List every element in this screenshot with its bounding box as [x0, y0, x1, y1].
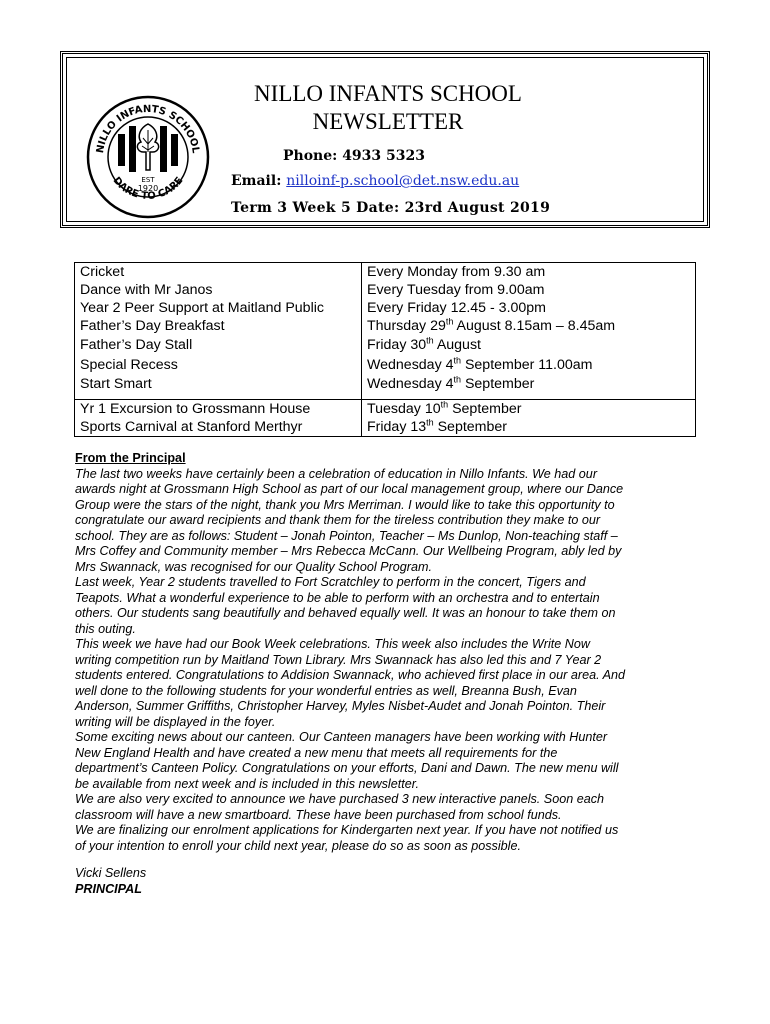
event-name: Father’s Day Stall [80, 337, 193, 353]
paragraph-line: Mrs Swannack, was recognised for our Quality School Program. [75, 559, 432, 574]
paragraph-line: Last week, Year 2 students travelled to Fort Scratchley to perform in the concert, Tigers and [75, 575, 586, 589]
dates-column [362, 263, 696, 400]
event-date: Every Friday 12.45 - 3.00pm [367, 300, 546, 316]
paragraph-line: classroom will have a new smartboard. These have been purchased from school funds. [75, 807, 562, 822]
events-column [75, 263, 362, 400]
event-date: Wednesday 4th September 11.00am [367, 355, 593, 373]
logo-motto-text: DARE TO CARE [110, 175, 186, 203]
paragraph-line: Teapots. What a wonderful experience to be able to perform with an orchestra and to entertain [75, 590, 600, 605]
phone-label: Phone: [283, 148, 338, 164]
event-date: Every Tuesday from 9.00am [367, 282, 545, 298]
paragraph-line: We are also very excited to announce we have purchased 3 new interactive panels. Soon each [75, 792, 605, 806]
logo-stripes [118, 126, 178, 172]
paragraph-line: be available from next week and is included in this newsletter. [75, 776, 419, 791]
event-date: Thursday 29th August 8.15am – 8.45am [367, 316, 616, 334]
tree-icon [137, 124, 158, 170]
event-name: Sports Carnival at Stanford Merthyr [80, 419, 303, 435]
event-date: Friday 30th August [367, 335, 481, 353]
paragraph-line: This week we have had our Book Week celebrations. This week also includes the Write Now [75, 637, 590, 651]
paragraph-line: We are finalizing our enrolment applications for Kindergarten next year. If you have not notified us [75, 823, 619, 837]
event-name: Father’s Day Breakfast [80, 318, 225, 334]
paragraph-line: Group were the stars of the night, thank you Mrs Merriman. I would like to take this opportunity to [75, 497, 615, 512]
email-label: Email: [231, 173, 282, 189]
svg-text:NILLO INFANTS SCHOOL [95, 104, 201, 155]
signature-name: Vicki Sellens [75, 866, 147, 880]
newsletter-title-line1: NILLO INFANTS SCHOOL [254, 81, 522, 106]
paragraph-line: students entered. Congratulations to Addision Swannack, who achieved first place in our area. And [75, 668, 626, 682]
paragraph-line: Anderson, Summer Griffiths, Christopher Harvey, Myles Nisbet-Audet and Jonah Pointon. Their [75, 699, 606, 713]
logo-est: EST [141, 176, 155, 184]
paragraph-line: others. Our students sang beautifully and behaved equally well. It was an honour to take them on [75, 606, 616, 620]
event-name: Special Recess [80, 357, 178, 373]
phone-line [283, 148, 425, 164]
paragraph-line: awards night at Grossmann High School as part of our local management group, where our Dance [75, 482, 624, 496]
principal-section [75, 451, 700, 854]
newsletter-title-line2: NEWSLETTER [312, 109, 464, 134]
paragraph-line: this outing. [75, 621, 136, 636]
signature-role: PRINCIPAL [75, 881, 142, 896]
paragraph-line: writing will be displayed in the foyer. [75, 714, 276, 729]
paragraph-line: of your intention to enroll your child next year, please do so as soon as possible. [75, 838, 521, 853]
email-line [231, 173, 519, 189]
paragraph-line: congratulate our award recipients and thank them for the tireless contribution they make to our [75, 513, 601, 527]
event-name: Cricket [80, 264, 125, 280]
email-link[interactable]: nilloinf-p.school@det.nsw.edu.au [286, 173, 520, 189]
event-name: Start Smart [80, 376, 152, 392]
event-date: Wednesday 4th September [367, 374, 535, 392]
paragraph-line: Some exciting news about our canteen. Our Canteen managers have been working with Hunter [75, 730, 608, 744]
logo-top-text: NILLO INFANTS SCHOOL [95, 103, 201, 155]
event-date: Friday 13th September [367, 417, 507, 435]
paragraph-line: Mrs Coffey and Community member – Mrs Rebecca McCann. Our Wellbeing Program, ably led by [75, 544, 622, 558]
term-date: Term 3 Week 5 Date: 23rd August 2019 [231, 200, 551, 216]
paragraph-line: New England Health and have created a new menu that meets all requirements for the [75, 745, 558, 760]
logo-year: 1920 [137, 184, 159, 193]
events-column [75, 400, 362, 437]
school-crest-logo [85, 94, 211, 220]
table-row [75, 263, 696, 400]
paragraph-line: school. They are as follows: Student – Jonah Pointon, Teacher – Ms Dunlop, Non-teaching staff – [75, 528, 618, 543]
event-date: Every Monday from 9.30 am [367, 264, 546, 280]
event-name: Year 2 Peer Support at Maitland Public [80, 300, 324, 316]
signature-block [75, 866, 146, 897]
paragraph-line: department’s Canteen Policy. Congratulations on your efforts, Dani and Dawn. The new menu will [75, 761, 619, 775]
phone-number: 4933 5323 [342, 148, 425, 164]
section-heading: From the Principal [75, 451, 186, 465]
events-table [74, 262, 696, 437]
event-date: Tuesday 10th September [367, 399, 522, 417]
event-name: Yr 1 Excursion to Grossmann House [80, 401, 311, 417]
paragraph-line: writing competition run by Maitland Town Library. Mrs Swannack has also led this and 7 Year 2 [75, 652, 602, 667]
svg-text:DARE TO CARE [111, 175, 186, 202]
paragraph-line: The last two weeks have certainly been a celebration of education in Nillo Infants. We had our [75, 466, 598, 481]
newsletter-header [60, 51, 710, 228]
dates-column [362, 400, 696, 437]
table-row [75, 400, 696, 437]
event-name: Dance with Mr Janos [80, 282, 213, 298]
paragraph-line: well done to the following students for your wonderful entries as well, Breanna Bush, Evan [75, 683, 577, 698]
